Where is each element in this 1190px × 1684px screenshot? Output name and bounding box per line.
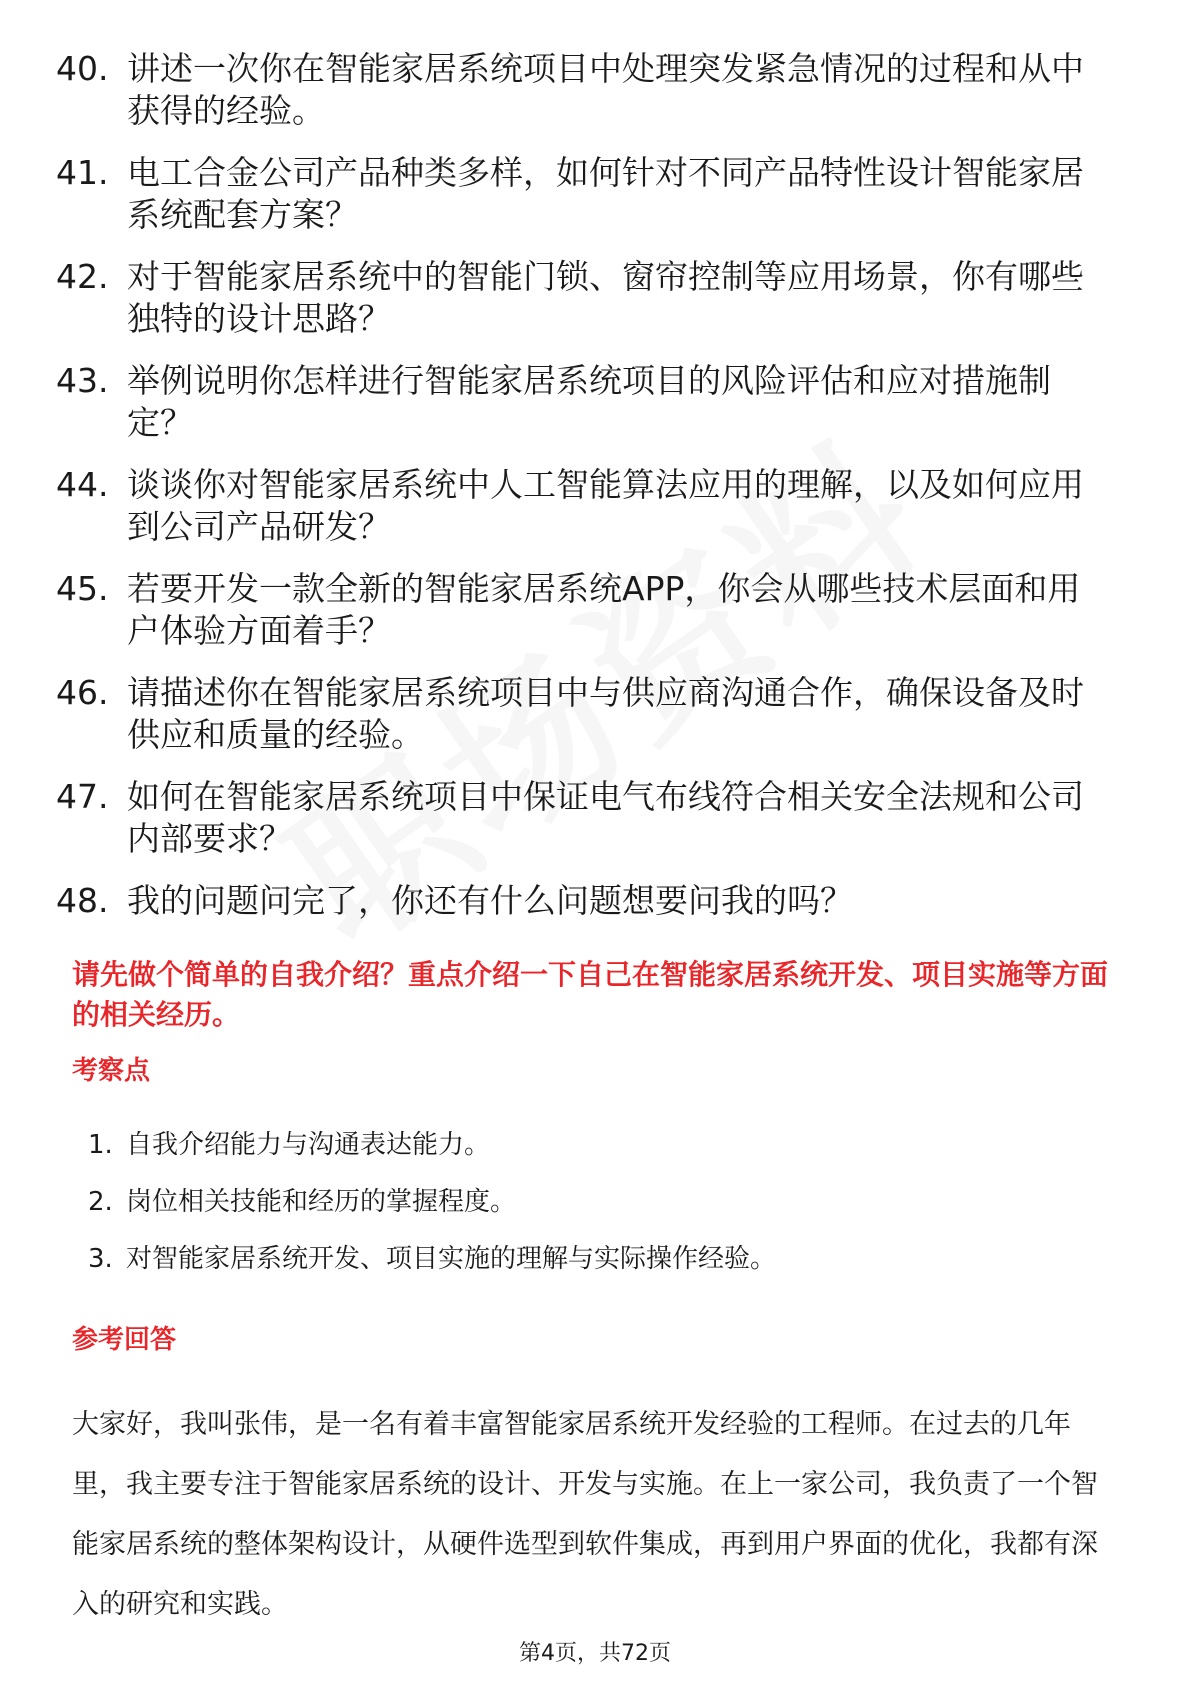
question-item (0, 568, 1190, 652)
question-item (0, 256, 1190, 340)
question-number: 47. (56, 777, 109, 816)
question-text: 举例说明你怎样进行智能家居系统项目的风险评估和应对措施制定？ (127, 361, 1051, 442)
point-text: 对智能家居系统开发、项目实施的理解与实际操作经验。 (126, 1244, 777, 1274)
question-number: 42. (56, 257, 109, 296)
question-text: 若要开发一款全新的智能家居系统APP，你会从哪些技术层面和用户体验方面着手？ (127, 569, 1081, 650)
page-footer: 第4页，共72页 (519, 1641, 671, 1666)
points-title: 考察点 (72, 1056, 151, 1086)
answer-title: 参考回答 (72, 1325, 177, 1355)
question-list (0, 48, 1190, 942)
question-text: 对于智能家居系统中的智能门锁、窗帘控制等应用场景，你有哪些独特的设计思路？ (127, 257, 1084, 338)
question-text: 谈谈你对智能家居系统中人工智能算法应用的理解，以及如何应用到公司产品研发？ (127, 465, 1084, 546)
question-item (0, 672, 1190, 756)
point-number: 2. (88, 1187, 113, 1217)
point-text: 岗位相关技能和经历的掌握程度。 (126, 1187, 517, 1217)
answer-paragraph: 大家好，我叫张伟，是一名有着丰富智能家居系统开发经验的工程师。在过去的几年里，我主要专注于智能家居系统的设计、开发与实施。在上一家公司，我负责了一个智能家居系统的整体架构设计，从硬件选型到软件集成，再到用户界面的优化，我都有深入的研究和实践。 (72, 1409, 1098, 1620)
question-item (0, 360, 1190, 444)
point-text: 自我介绍能力与沟通表达能力。 (126, 1130, 491, 1160)
question-item (0, 152, 1190, 236)
question-number: 44. (56, 465, 109, 504)
question-item (0, 48, 1190, 132)
question-number: 45. (56, 569, 109, 608)
question-number: 46. (56, 673, 109, 712)
points-list (0, 1127, 1190, 1298)
question-text: 讲述一次你在智能家居系统项目中处理突发紧急情况的过程和从中获得的经验。 (127, 49, 1084, 130)
point-item (0, 1184, 1190, 1220)
question-text: 请描述你在智能家居系统项目中与供应商沟通合作，确保设备及时供应和质量的经验。 (127, 673, 1084, 754)
question-item (0, 776, 1190, 860)
point-number: 1. (88, 1130, 113, 1160)
point-number: 3. (88, 1244, 113, 1274)
point-item (0, 1127, 1190, 1163)
question-number: 40. (56, 49, 109, 88)
question-text: 如何在智能家居系统项目中保证电气布线符合相关安全法规和公司内部要求？ (127, 777, 1084, 858)
question-number: 41. (56, 153, 109, 192)
highlight-question: 请先做个简单的自我介绍？重点介绍一下自己在智能家居系统开发、项目实施等方面的相关经历。 (72, 958, 1109, 1031)
point-item (0, 1241, 1190, 1277)
question-text: 我的问题问完了，你还有什么问题想要问我的吗？ (127, 881, 853, 920)
question-item (0, 464, 1190, 548)
question-number: 48. (56, 881, 109, 920)
question-number: 43. (56, 361, 109, 400)
question-text: 电工合金公司产品种类多样，如何针对不同产品特性设计智能家居系统配套方案？ (127, 153, 1084, 234)
question-item (0, 880, 1190, 922)
